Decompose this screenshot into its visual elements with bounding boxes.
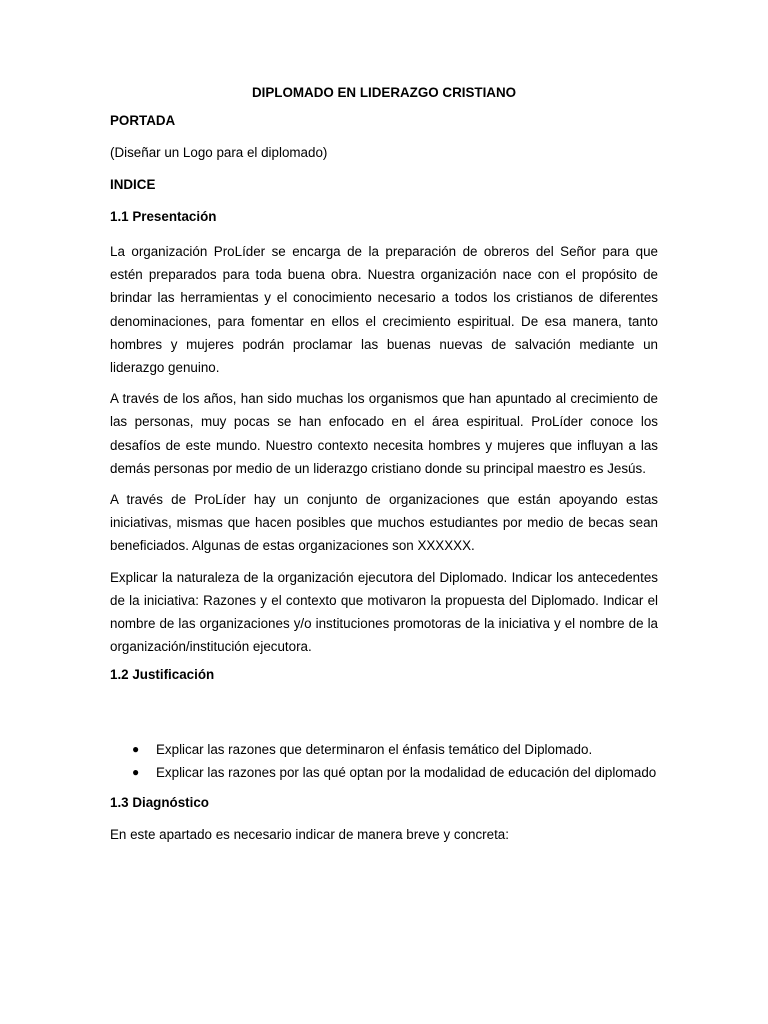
list-item	[110, 738, 658, 761]
bullet-text: Explicar las razones por las qué optan por la modalidad de educación del diplomado	[156, 765, 657, 781]
section-presentacion-heading: 1.1 Presentación	[110, 209, 217, 224]
spacer	[110, 698, 658, 738]
portada-note: (Diseñar un Logo para el diplomado)	[110, 145, 328, 160]
section-justificacion-heading: 1.2 Justificación	[110, 667, 215, 683]
section-diagnostico-heading: 1.3 Diagnóstico	[110, 795, 209, 811]
bullet-text: Explicar las razones que determinaron el énfasis temático del Diplomado.	[156, 742, 593, 758]
portada-heading: PORTADA	[110, 113, 176, 128]
indice-heading: INDICE	[110, 177, 156, 192]
document-page	[110, 84, 658, 858]
document-title: DIPLOMADO EN LIDERAZGO CRISTIANO	[251, 85, 517, 100]
list-item	[110, 761, 658, 784]
justificacion-bullet-list	[110, 738, 658, 784]
diagnostico-intro: En este apartado es necesario indicar de manera breve y concreta:	[110, 827, 509, 843]
presentacion-paragraph-3: A través de ProLíder hay un conjunto de organizaciones que están apoyando estas iniciativas, mismas que hacen posibles que muchos estudiantes por medio de becas sean beneficiados. Algunas de estas organizaciones son XXXXXX.	[110, 492, 658, 554]
presentacion-paragraph-4: Explicar la naturaleza de la organización ejecutora del Diplomado. Indicar los antecedentes de la iniciativa: Razones y el contexto que motivaron la propuesta del Diplomado. Indicar el nombre de las organizaciones y/o instituciones promotoras de la iniciativa y el nombre de la organización/institución ejecutora.	[110, 569, 658, 655]
bullet-icon: ●	[132, 765, 140, 780]
presentacion-paragraph-1: La organización ProLíder se encarga de la preparación de obreros del Señor para que estén preparados para toda buena obra. Nuestra organización nace con el propósito de brindar las herramientas y el conocimiento necesario a todos los cristianos de diferentes denominaciones, para fomentar en ellos el crecimiento espiritual. De esa manera, tanto hombres y mujeres podrán proclamar las buenas nuevas de salvación mediante un liderazgo genuino.	[110, 244, 658, 376]
presentacion-paragraph-2: A través de los años, han sido muchas los organismos que han apuntado al crecimiento de las personas, muy pocas se han enfocado en el área espiritual. ProLíder conoce los desafíos de este mundo. Nuestro contexto necesita hombres y mujeres que influyan a las demás personas por medio de un liderazgo cristiano donde su principal maestro es Jesús.	[110, 391, 658, 476]
bullet-icon: ●	[132, 742, 140, 757]
